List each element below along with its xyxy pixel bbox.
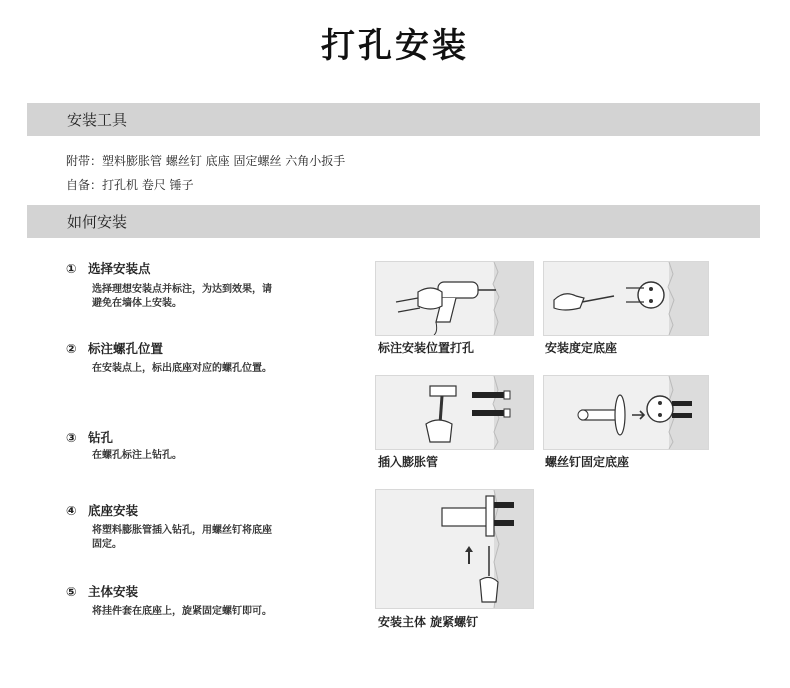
caption-base-install: 安装度定底座: [545, 341, 618, 355]
illustration-base-install: [543, 261, 709, 336]
step-2-label: 标注螺孔位置: [88, 341, 164, 356]
section-title-tools: 安装工具: [67, 111, 128, 129]
step-3-title: [66, 428, 113, 446]
page-title: 打孔安装: [321, 26, 469, 66]
caption-screw-base: 螺丝钉固定底座: [545, 455, 630, 469]
step-5-number: ⑤: [66, 584, 77, 599]
tools-self-provided: 自备：打孔机 卷尺 锤子: [66, 178, 194, 192]
section-header-tools: [27, 103, 760, 136]
caption-body-install: 安装主体 旋紧螺钉: [378, 615, 479, 629]
illustration-insert-tube: [375, 375, 534, 450]
tools-included: 附带：塑料膨胀管 螺丝钉 底座 固定螺丝 六角小扳手: [66, 154, 346, 168]
illustration-body-install: [375, 489, 534, 609]
step-5-description: 将挂件套在底座上，旋紧固定螺钉即可。: [92, 606, 272, 617]
step-2-number: ②: [66, 341, 77, 356]
step-1-number: ①: [66, 261, 77, 276]
caption-insert-tube: 插入膨胀管: [378, 455, 439, 469]
step-3-number: ③: [66, 430, 77, 445]
caption-drill: 标注安装位置打孔: [378, 341, 475, 355]
step-1-title: [66, 259, 151, 277]
step-2-title: [66, 339, 163, 357]
step-3-label: 钻孔: [88, 430, 114, 445]
step-1-description: 选择理想安装点并标注，为达到效果，请避免在墙体上安装。: [92, 284, 272, 309]
step-2-description: 在安装点上，标出底座对应的螺孔位置。: [92, 363, 272, 374]
step-5-label: 主体安装: [88, 584, 139, 599]
step-4-title: [66, 501, 138, 519]
illustration-screw-base: [543, 375, 709, 450]
step-1-label: 选择安装点: [88, 261, 151, 276]
section-title-how: 如何安装: [67, 213, 128, 231]
step-3-description: 在螺孔标注上钻孔。: [92, 450, 182, 461]
illustration-drill: [375, 261, 534, 336]
step-5-title: [66, 582, 138, 600]
section-header-how: [27, 205, 760, 238]
step-4-label: 底座安装: [88, 503, 139, 518]
step-4-number: ④: [66, 503, 77, 518]
step-4-description: 将塑料膨胀管插入钻孔，用螺丝钉将底座固定。: [92, 525, 272, 550]
